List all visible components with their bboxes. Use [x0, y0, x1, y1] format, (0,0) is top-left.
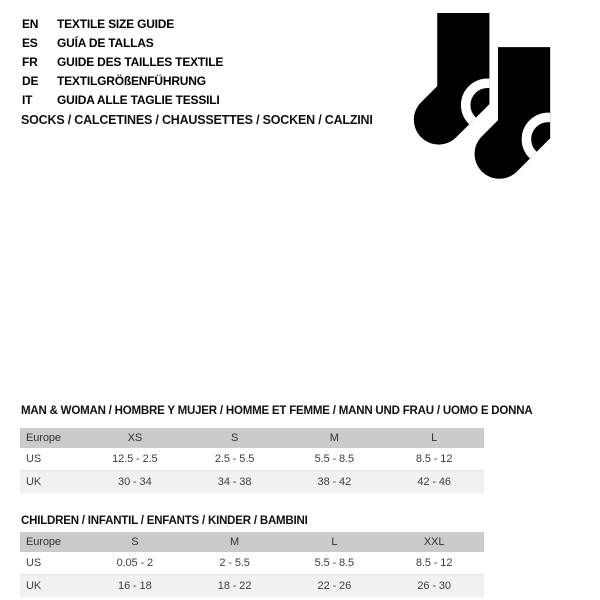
language-list — [22, 14, 223, 109]
col-header-size: S — [185, 428, 285, 448]
table-title-children: CHILDREN / INFANTIL / ENFANTS / KINDER / BAMBINI — [21, 515, 308, 527]
category-title: SOCKS / CALCETINES / CHAUSSETTES / SOCKEN / CALZINI — [21, 113, 373, 127]
language-code: ES — [22, 35, 38, 50]
size-value: 2.5 - 5.5 — [185, 448, 285, 471]
table-row-uk — [20, 471, 484, 494]
col-header-size: XXL — [384, 532, 484, 552]
col-header-size: S — [85, 532, 185, 552]
language-code: EN — [22, 16, 39, 31]
size-table-man-woman — [20, 428, 484, 493]
size-table-children — [20, 532, 484, 597]
language-row-de — [22, 71, 223, 90]
language-row-fr — [22, 52, 223, 71]
col-header-size: XS — [85, 428, 185, 448]
col-header-size: M — [185, 532, 285, 552]
table-row-uk — [20, 575, 484, 598]
size-value: 12.5 - 2.5 — [85, 448, 185, 471]
col-header-size: M — [284, 428, 384, 448]
language-code: IT — [22, 92, 33, 107]
row-label: US — [20, 448, 85, 471]
language-label: GUÍA DE TALLAS — [57, 35, 154, 50]
size-value: 5.5 - 8.5 — [284, 448, 384, 471]
table-header-row — [20, 532, 484, 552]
language-row-en — [22, 14, 223, 33]
size-value: 30 - 34 — [85, 471, 185, 494]
language-code: DE — [22, 73, 39, 88]
row-label: UK — [20, 471, 85, 494]
col-header-size: L — [384, 428, 484, 448]
size-value: 42 - 46 — [384, 471, 484, 494]
row-label: UK — [20, 575, 85, 598]
size-value: 22 - 26 — [284, 575, 384, 598]
table-title-man-woman: MAN & WOMAN / HOMBRE Y MUJER / HOMME ET FEMME / MANN UND FRAU / UOMO E DONNA — [21, 405, 533, 417]
size-value: 2 - 5.5 — [185, 552, 285, 575]
col-header-region: Europe — [20, 532, 85, 552]
size-value: 38 - 42 — [284, 471, 384, 494]
table-row-us — [20, 552, 484, 575]
language-label: TEXTILE SIZE GUIDE — [57, 16, 175, 31]
size-value: 8.5 - 12 — [384, 552, 484, 575]
col-header-region: Europe — [20, 428, 85, 448]
language-label: GUIDA ALLE TAGLIE TESSILI — [57, 92, 220, 107]
size-value: 18 - 22 — [185, 575, 285, 598]
table-row-us — [20, 448, 484, 471]
table-header-row — [20, 428, 484, 448]
language-label: TEXTILGRÖßENFÜHRUNG — [57, 73, 206, 88]
size-value: 16 - 18 — [85, 575, 185, 598]
size-value: 0.05 - 2 — [85, 552, 185, 575]
language-label: GUIDE DES TAILLES TEXTILE — [57, 54, 224, 69]
size-value: 5.5 - 8.5 — [284, 552, 384, 575]
col-header-size: L — [284, 532, 384, 552]
language-row-es — [22, 33, 223, 52]
size-value: 26 - 30 — [384, 575, 484, 598]
size-value: 34 - 38 — [185, 471, 285, 494]
language-row-it — [22, 90, 223, 109]
language-code: FR — [22, 54, 38, 69]
row-label: US — [20, 552, 85, 575]
socks-icon — [404, 13, 554, 180]
size-value: 8.5 - 12 — [384, 448, 484, 471]
